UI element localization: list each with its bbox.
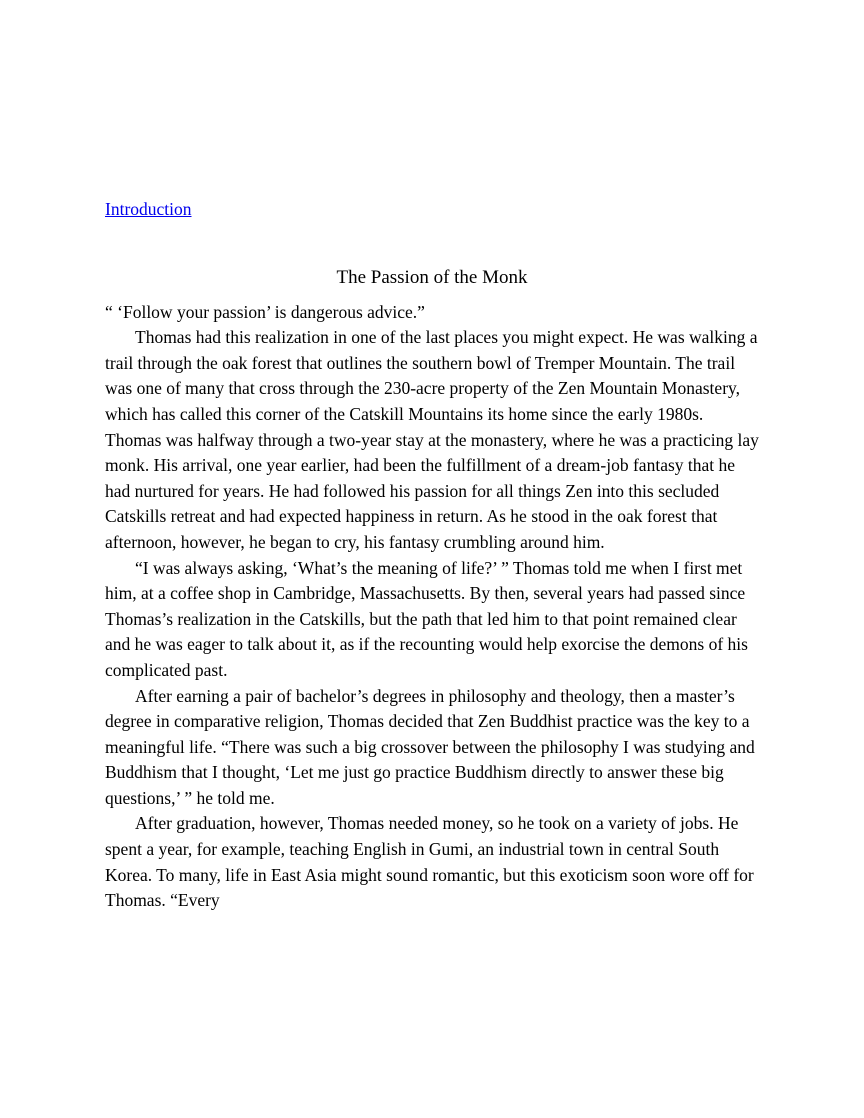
paragraph: After graduation, however, Thomas needed money, so he took on a variety of jobs. He spent a year, for example, teaching English in Gumi, an industrial town in central South Korea. To many, life in East Asia might sound romantic, but this exoticism soon wore off for Thomas. “Every bbox=[105, 813, 754, 911]
paragraph: Thomas had this realization in one of the last places you might expect. He was walking a trail through the oak forest that outlines the southern bowl of Tremper Mountain. The trail was one of many that cross through the 230-acre property of the Zen Mountain Monastery, which has called this corner of the Catskill Mountains its home since the early 1980s. Thomas was halfway through a two-year stay at the monastery, where he was a practicing lay monk. His arrival, one year earlier, had been the fulfillment of a dream-job fantasy that he had nurtured for years. He had followed his passion for all things Zen into this secluded Catskills retreat and had expected happiness in return. As he stood in the oak forest that afternoon, however, he began to cry, his fantasy crumbling around him. bbox=[105, 327, 759, 552]
paragraph: After earning a pair of bachelor’s degrees in philosophy and theology, then a master’s degree in comparative religion, Thomas decided that Zen Buddhist practice was the key to a meaningful life. “There was such a big crossover between the philosophy I was studying and Buddhism that I thought, ‘Let me just go practice Buddhism directly to answer these big questions,’ ” he told me. bbox=[105, 685, 755, 808]
chapter-title: The Passion of the Monk bbox=[336, 266, 528, 288]
introduction-link[interactable]: Introduction bbox=[105, 199, 192, 219]
paragraphs bbox=[105, 300, 759, 914]
page-content bbox=[105, 197, 759, 914]
paragraph: “ ‘Follow your passion’ is dangerous advice.” bbox=[105, 301, 425, 322]
paragraph: “I was always asking, ‘What’s the meaning of life?’ ” Thomas told me when I first met him, at a coffee shop in Cambridge, Massachusetts. By then, several years had passed since Thomas’s realization in the Catskills, but the path that led him to that point remained clear and he was eager to talk about it, as if the recounting would help exorcise the demons of his complicated past. bbox=[105, 557, 748, 680]
nav-link-row bbox=[105, 197, 759, 223]
